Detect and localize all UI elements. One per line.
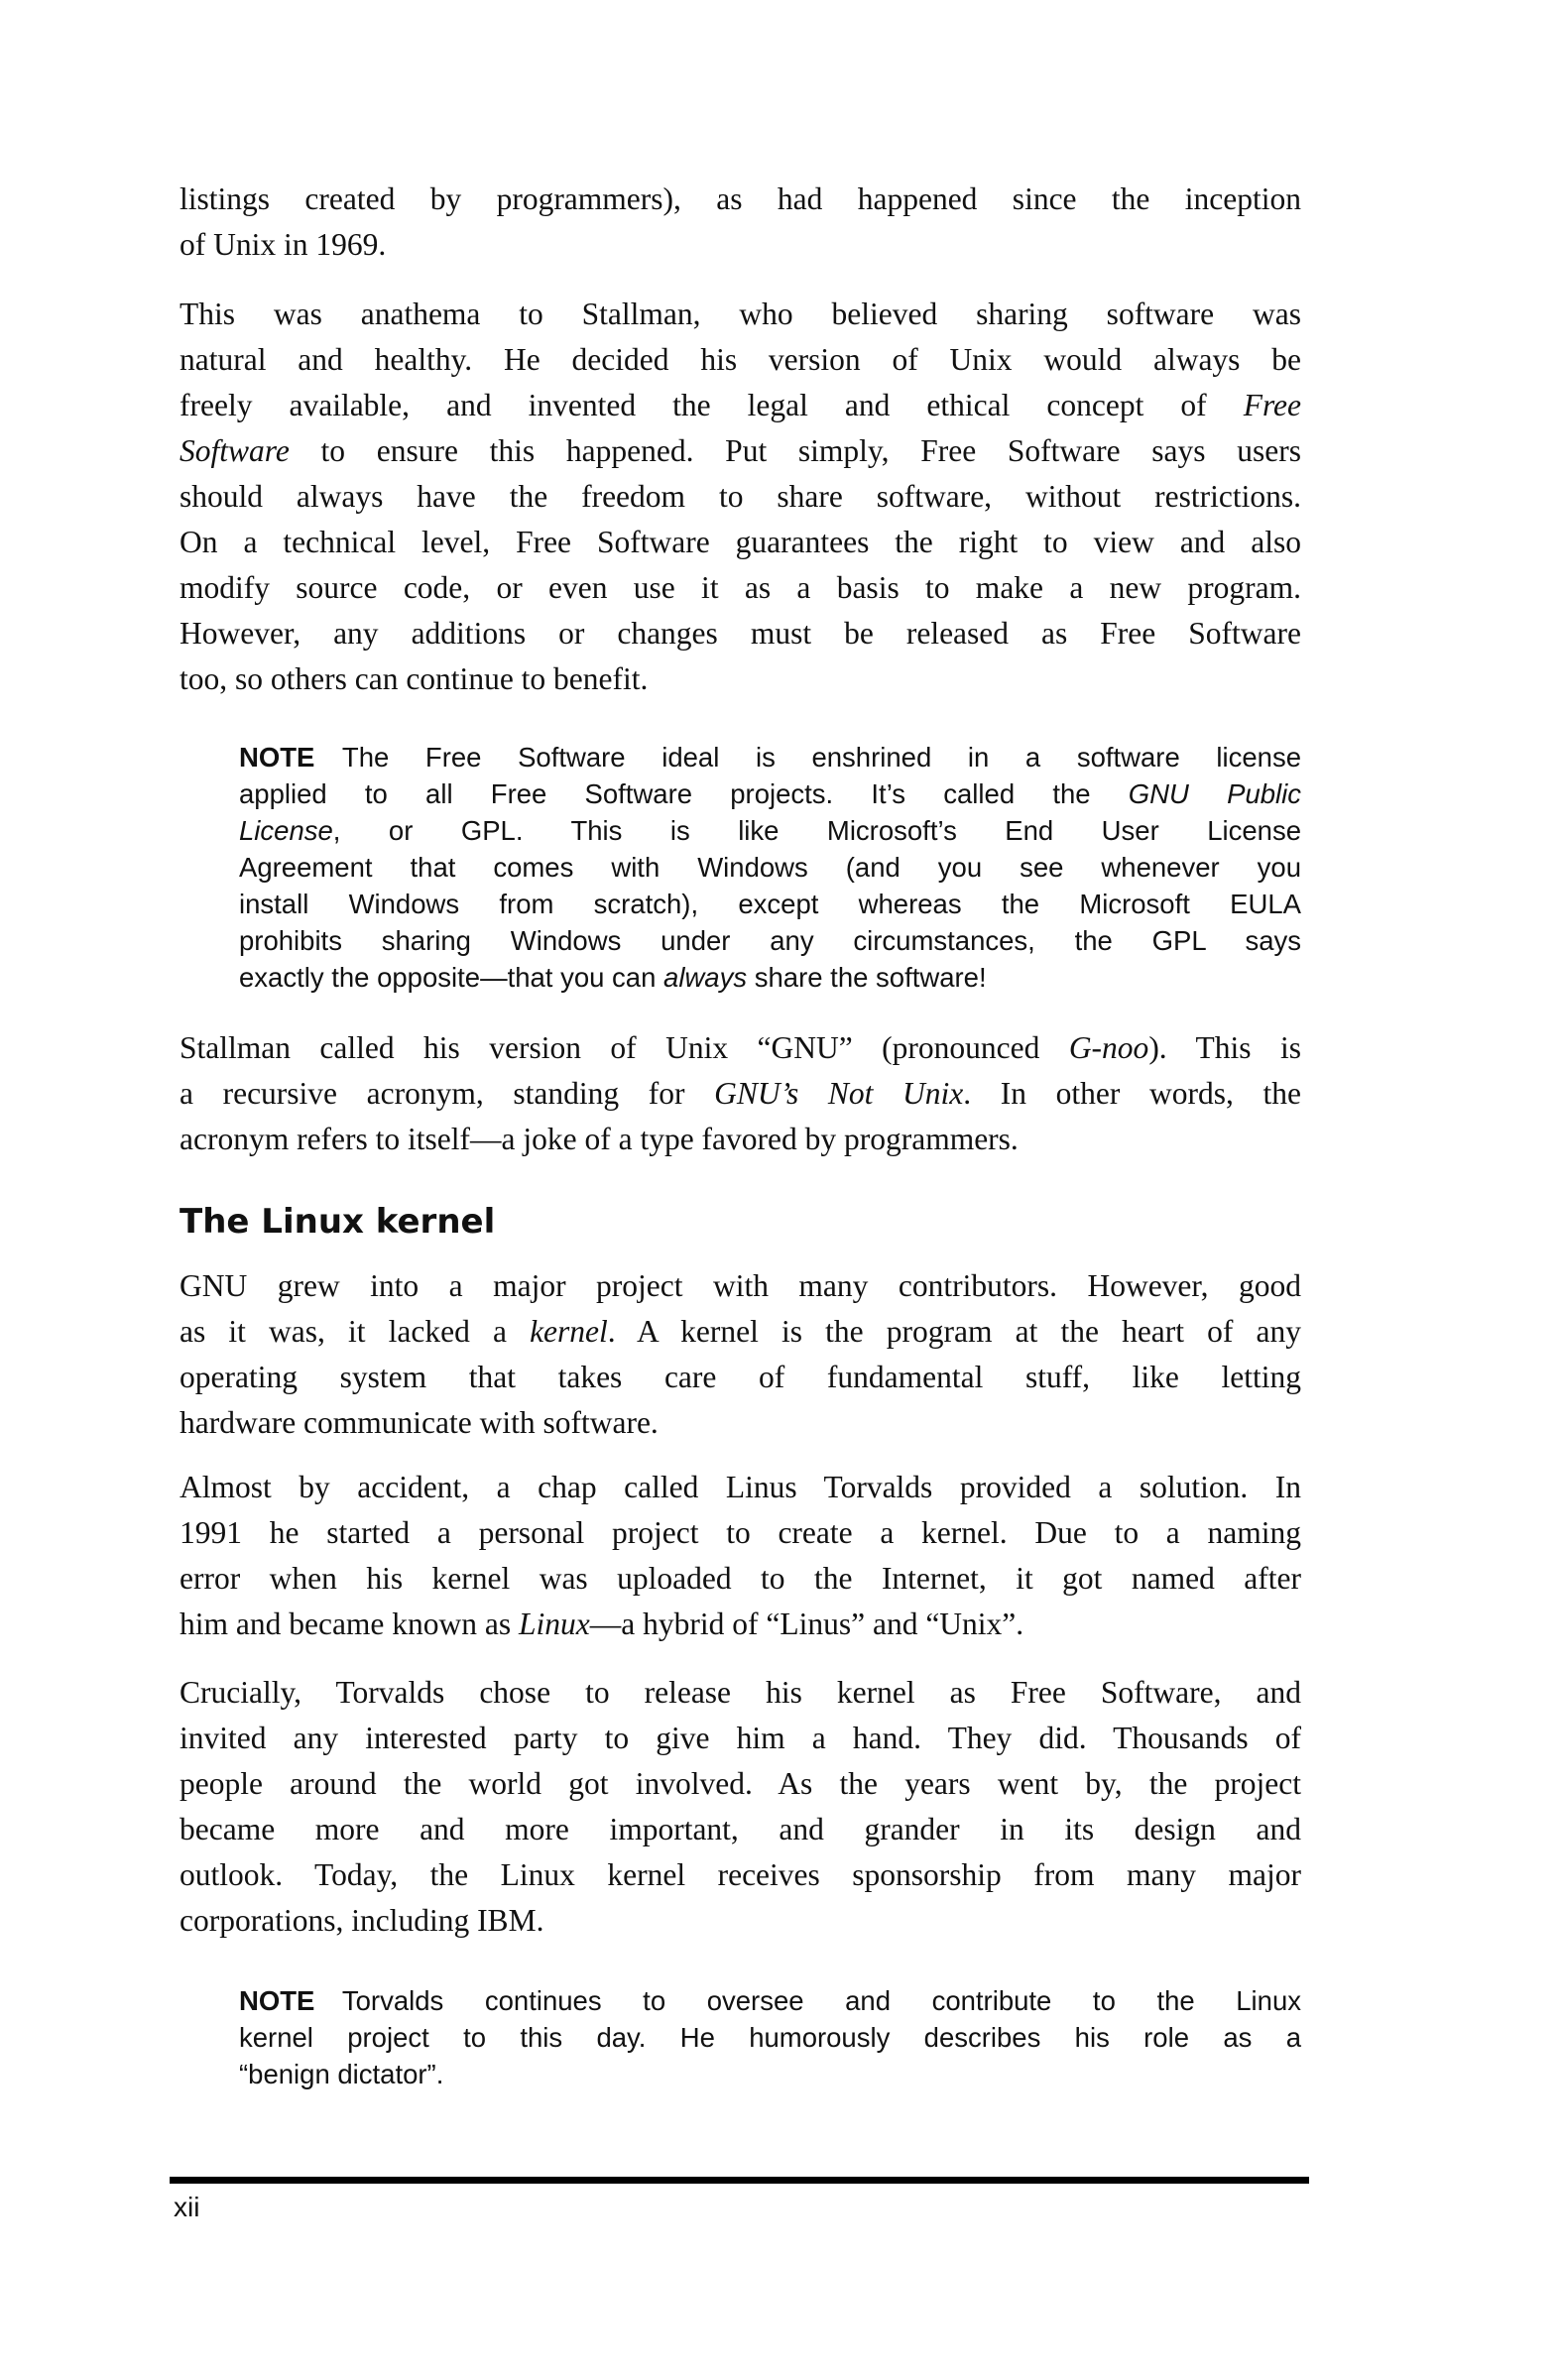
text-line bbox=[180, 428, 1301, 474]
text-segment: invited any interested party to give him a hand. They did. Thousands of bbox=[180, 1721, 1301, 1755]
text-line bbox=[180, 1025, 1301, 1071]
text-line bbox=[180, 1807, 1301, 1852]
text-line bbox=[180, 292, 1301, 337]
text-segment: applied to all Free Software projects. It’s called the bbox=[239, 778, 1129, 809]
text-segment: acronym refers to itself—a joke of a type favored by programmers. bbox=[180, 1122, 1019, 1156]
text-segment: . A kernel is the program at the heart of any bbox=[607, 1314, 1301, 1349]
text-segment: operating system that takes care of fundamental stuff, like letting bbox=[180, 1360, 1301, 1394]
text-segment: became more and more important, and grander in its design and bbox=[180, 1812, 1301, 1846]
text-segment: freely available, and invented the legal and ethical concept of bbox=[180, 388, 1244, 422]
note-box bbox=[239, 739, 1301, 996]
text-line bbox=[180, 1355, 1301, 1400]
text-line bbox=[180, 1761, 1301, 1807]
text-line bbox=[239, 1982, 1301, 2019]
footer-rule bbox=[170, 2177, 1309, 2184]
text-segment: This was anathema to Stallman, who believed sharing software was bbox=[180, 297, 1301, 331]
paragraph bbox=[180, 1465, 1301, 1647]
emphasis-text: License bbox=[239, 815, 333, 846]
text-line bbox=[239, 849, 1301, 886]
text-segment: . In other words, the bbox=[963, 1076, 1301, 1111]
text-segment: , or GPL. This is like Microsoft’s End User License bbox=[332, 815, 1301, 846]
text-line bbox=[180, 222, 1301, 268]
text-line bbox=[239, 739, 1301, 775]
note-label: NOTE bbox=[239, 742, 315, 773]
text-segment: people around the world got involved. As the years went by, the project bbox=[180, 1766, 1301, 1801]
text-segment: However, any additions or changes must be released as Free Software bbox=[180, 616, 1301, 651]
text-segment: modify source code, or even use it as a basis to make a new program. bbox=[180, 570, 1301, 605]
text-segment: On a technical level, Free Software guarantees the right to view and also bbox=[180, 525, 1301, 559]
text-segment: share the software! bbox=[747, 962, 987, 993]
text-segment: “benign dictator”. bbox=[239, 2059, 444, 2089]
text-segment: The Free Software ideal is enshrined in a software license bbox=[314, 742, 1301, 773]
paragraph bbox=[180, 1025, 1301, 1162]
text-segment: 1991 he started a personal project to create a kernel. Due to a naming bbox=[180, 1515, 1301, 1550]
emphasis-text: GNU’s Not Unix bbox=[714, 1076, 964, 1111]
text-line bbox=[180, 1898, 1301, 1944]
text-segment: Stallman called his version of Unix “GNU” (pronounced bbox=[180, 1030, 1069, 1065]
emphasis-text: kernel bbox=[530, 1314, 608, 1349]
section-heading: The Linux kernel bbox=[180, 1202, 496, 1242]
text-line bbox=[180, 1309, 1301, 1355]
text-line bbox=[239, 886, 1301, 922]
text-line bbox=[180, 1071, 1301, 1117]
text-line bbox=[180, 1465, 1301, 1510]
paragraph bbox=[180, 1670, 1301, 1944]
text-segment: listings created by programmers), as had happened since the inception bbox=[180, 181, 1301, 216]
text-line bbox=[180, 520, 1301, 565]
emphasis-text: GNU Public bbox=[1128, 778, 1302, 809]
text-segment: Crucially, Torvalds chose to release his kernel as Free Software, and bbox=[180, 1675, 1301, 1710]
text-segment: to ensure this happened. Put simply, Free Software says users bbox=[289, 433, 1301, 468]
text-segment: Torvalds continues to oversee and contribute to the Linux bbox=[314, 1985, 1301, 2016]
text-segment: GNU grew into a major project with many contributors. However, good bbox=[180, 1268, 1301, 1303]
text-segment: —a hybrid of “Linus” and “Unix”. bbox=[589, 1606, 1024, 1641]
text-segment: exactly the opposite—that you can bbox=[239, 962, 664, 993]
text-segment: error when his kernel was uploaded to the Internet, it got named after bbox=[180, 1561, 1301, 1596]
text-line bbox=[180, 1852, 1301, 1898]
text-line bbox=[180, 1117, 1301, 1162]
text-line bbox=[180, 337, 1301, 383]
text-segment: corporations, including IBM. bbox=[180, 1903, 544, 1938]
text-line bbox=[180, 1602, 1301, 1647]
text-line bbox=[239, 959, 1301, 996]
text-line bbox=[180, 474, 1301, 520]
text-line bbox=[180, 656, 1301, 702]
text-segment: ). This is bbox=[1148, 1030, 1301, 1065]
text-line bbox=[239, 2019, 1301, 2056]
text-segment: him and became known as bbox=[180, 1606, 520, 1641]
text-line bbox=[180, 1400, 1301, 1446]
text-segment: Almost by accident, a chap called Linus Torvalds provided a solution. In bbox=[180, 1470, 1301, 1504]
text-segment: kernel project to this day. He humorously describes his role as a bbox=[239, 2022, 1301, 2053]
text-line bbox=[239, 922, 1301, 959]
text-segment: hardware communicate with software. bbox=[180, 1405, 659, 1440]
paragraph bbox=[180, 292, 1301, 702]
text-segment: install Windows from scratch), except whereas the Microsoft EULA bbox=[239, 889, 1301, 919]
paragraph bbox=[180, 1263, 1301, 1446]
text-segment: outlook. Today, the Linux kernel receives sponsorship from many major bbox=[180, 1857, 1301, 1892]
text-line bbox=[239, 812, 1301, 849]
text-line bbox=[180, 1263, 1301, 1309]
text-segment: as it was, it lacked a bbox=[180, 1314, 531, 1349]
emphasis-text: G-noo bbox=[1068, 1030, 1149, 1065]
text-line bbox=[239, 2056, 1301, 2092]
text-line bbox=[180, 1670, 1301, 1716]
emphasis-text: always bbox=[663, 962, 748, 993]
text-segment: should always have the freedom to share software, without restrictions. bbox=[180, 479, 1301, 514]
text-line bbox=[239, 775, 1301, 812]
text-line bbox=[180, 611, 1301, 656]
note-box bbox=[239, 1982, 1301, 2092]
note-label: NOTE bbox=[239, 1985, 315, 2016]
emphasis-text: Software bbox=[180, 433, 290, 468]
text-segment: of Unix in 1969. bbox=[180, 227, 387, 262]
emphasis-text: Linux bbox=[519, 1606, 590, 1641]
text-segment: too, so others can continue to benefit. bbox=[180, 661, 649, 696]
text-line bbox=[180, 1716, 1301, 1761]
emphasis-text: Free bbox=[1243, 388, 1301, 422]
text-line bbox=[180, 383, 1301, 428]
text-line bbox=[180, 565, 1301, 611]
text-line bbox=[180, 177, 1301, 222]
text-line bbox=[180, 1556, 1301, 1602]
text-segment: Agreement that comes with Windows (and you see whenever you bbox=[239, 852, 1301, 883]
text-line bbox=[180, 1510, 1301, 1556]
text-segment: a recursive acronym, standing for bbox=[180, 1076, 715, 1111]
paragraph bbox=[180, 177, 1301, 268]
page-number: xii bbox=[174, 2192, 200, 2222]
text-segment: prohibits sharing Windows under any circumstances, the GPL says bbox=[239, 925, 1301, 956]
text-segment: natural and healthy. He decided his version of Unix would always be bbox=[180, 342, 1301, 377]
